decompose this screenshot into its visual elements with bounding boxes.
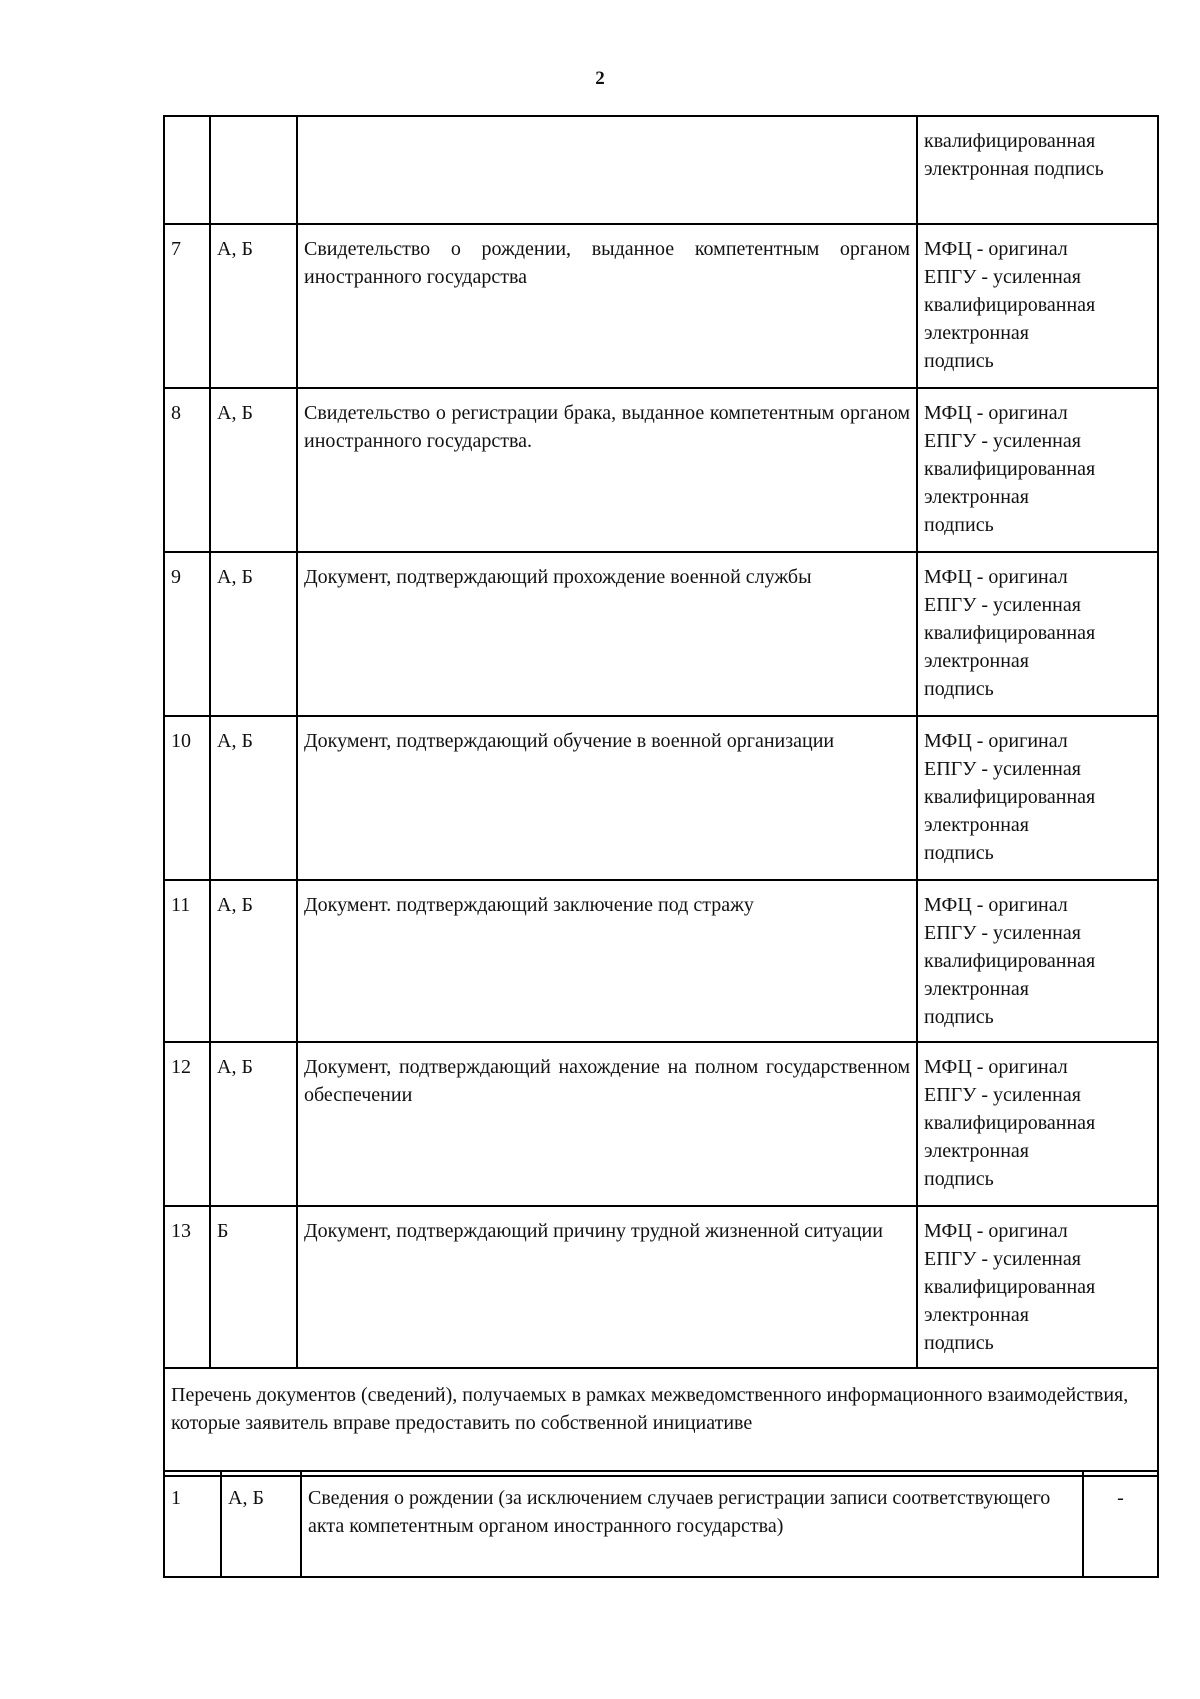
- submission-method: -: [1083, 1471, 1158, 1577]
- method-line: квалифицированная: [924, 458, 1096, 480]
- row-number: 10: [164, 716, 210, 880]
- method-line: ЕПГУ - усиленная: [924, 1248, 1081, 1270]
- method-line: электронная: [924, 978, 1029, 1000]
- submission-method: [917, 552, 1158, 716]
- submission-method: [917, 1042, 1158, 1206]
- category: А, Б: [221, 1471, 301, 1577]
- submission-method: [917, 880, 1158, 1042]
- category: А, Б: [210, 1042, 297, 1206]
- submission-method-cell: квалифицированная электронная подпись: [917, 116, 1158, 224]
- method-line: МФЦ - оригинал: [924, 238, 1068, 260]
- method-line: электронная: [924, 322, 1029, 344]
- category: А, Б: [210, 716, 297, 880]
- table-row: [164, 1471, 1158, 1577]
- category-cell: [210, 116, 297, 224]
- method-line: МФЦ - оригинал: [924, 1220, 1068, 1242]
- method-line: МФЦ - оригинал: [924, 730, 1068, 752]
- method-line: электронная: [924, 1304, 1029, 1326]
- table-row: [164, 224, 1158, 388]
- method-line: ЕПГУ - усиленная: [924, 430, 1081, 452]
- method-line: ЕПГУ - усиленная: [924, 266, 1081, 288]
- document-cell: [297, 116, 917, 224]
- document-name: Документ, подтверждающий прохождение военной службы: [297, 552, 917, 716]
- document-name: Документ, подтверждающий нахождение на полном государственном обеспечении: [297, 1042, 917, 1206]
- document-name: Документ, подтверждающий обучение в военной организации: [297, 716, 917, 880]
- section-note: Перечень документов (сведений), получаемых в рамках межведомственного информационного взаимодействия, которые заявитель вправе предоставить по собственной инициативе: [164, 1368, 1158, 1476]
- method-line: квалифицированная: [924, 1276, 1096, 1298]
- method-line: ЕПГУ - усиленная: [924, 922, 1081, 944]
- method-line: квалифицированная: [924, 786, 1096, 808]
- method-line: ЕПГУ - усиленная: [924, 758, 1081, 780]
- method-line: квалифицированная: [924, 1112, 1096, 1134]
- method-line: подпись: [924, 350, 994, 372]
- row-number: 7: [164, 224, 210, 388]
- method-line: электронная: [924, 814, 1029, 836]
- method-line: подпись: [924, 514, 994, 536]
- table-row: [164, 716, 1158, 880]
- submission-method: [917, 224, 1158, 388]
- method-line: МФЦ - оригинал: [924, 566, 1068, 588]
- document-name: Свидетельство о рождении, выданное компетентным органом иностранного государства: [297, 224, 917, 388]
- method-line: квалифицированная: [924, 622, 1096, 644]
- section-note-row: [164, 1368, 1158, 1476]
- method-line: МФЦ - оригинал: [924, 1056, 1068, 1078]
- method-line: МФЦ - оригинал: [924, 894, 1068, 916]
- row-number: 9: [164, 552, 210, 716]
- submission-method: [917, 716, 1158, 880]
- method-line: МФЦ - оригинал: [924, 402, 1068, 424]
- table-row-continued: [164, 116, 1158, 224]
- method-line: электронная: [924, 1140, 1029, 1162]
- method-line: ЕПГУ - усиленная: [924, 1084, 1081, 1106]
- row-number: 1: [164, 1471, 221, 1577]
- category: А, Б: [210, 388, 297, 552]
- document-name: Свидетельство о регистрации брака, выданное компетентным органом иностранного государства.: [297, 388, 917, 552]
- row-number: 13: [164, 1206, 210, 1368]
- row-number: 11: [164, 880, 210, 1042]
- method-line: подпись: [924, 678, 994, 700]
- method-line: электронная: [924, 486, 1029, 508]
- table-row: [164, 880, 1158, 1042]
- interagency-documents-table: [163, 1470, 1159, 1578]
- documents-table: [163, 115, 1159, 1477]
- submission-method: [917, 1206, 1158, 1368]
- method-line: электронная: [924, 650, 1029, 672]
- row-number-cell: [164, 116, 210, 224]
- table-row: [164, 552, 1158, 716]
- row-number: 8: [164, 388, 210, 552]
- row-number: 12: [164, 1042, 210, 1206]
- category: А, Б: [210, 880, 297, 1042]
- document-name: Документ. подтверждающий заключение под стражу: [297, 880, 917, 1042]
- submission-method: [917, 388, 1158, 552]
- method-line: подпись: [924, 1332, 994, 1354]
- category: Б: [210, 1206, 297, 1368]
- method-line: квалифицированная: [924, 950, 1096, 972]
- page-number: 2: [595, 68, 605, 89]
- method-line: ЕПГУ - усиленная: [924, 594, 1081, 616]
- table-row: [164, 1206, 1158, 1368]
- document-name: Сведения о рождении (за исключением случаев регистрации записи соответствующего акта компетентным органом иностранного государства): [301, 1471, 1083, 1577]
- method-line: подпись: [924, 1006, 994, 1028]
- method-line: подпись: [924, 1168, 994, 1190]
- document-name: Документ, подтверждающий причину трудной жизненной ситуации: [297, 1206, 917, 1368]
- method-line: квалифицированная: [924, 294, 1096, 316]
- table-row: [164, 1042, 1158, 1206]
- method-line: подпись: [924, 842, 994, 864]
- table-row: [164, 388, 1158, 552]
- category: А, Б: [210, 552, 297, 716]
- category: А, Б: [210, 224, 297, 388]
